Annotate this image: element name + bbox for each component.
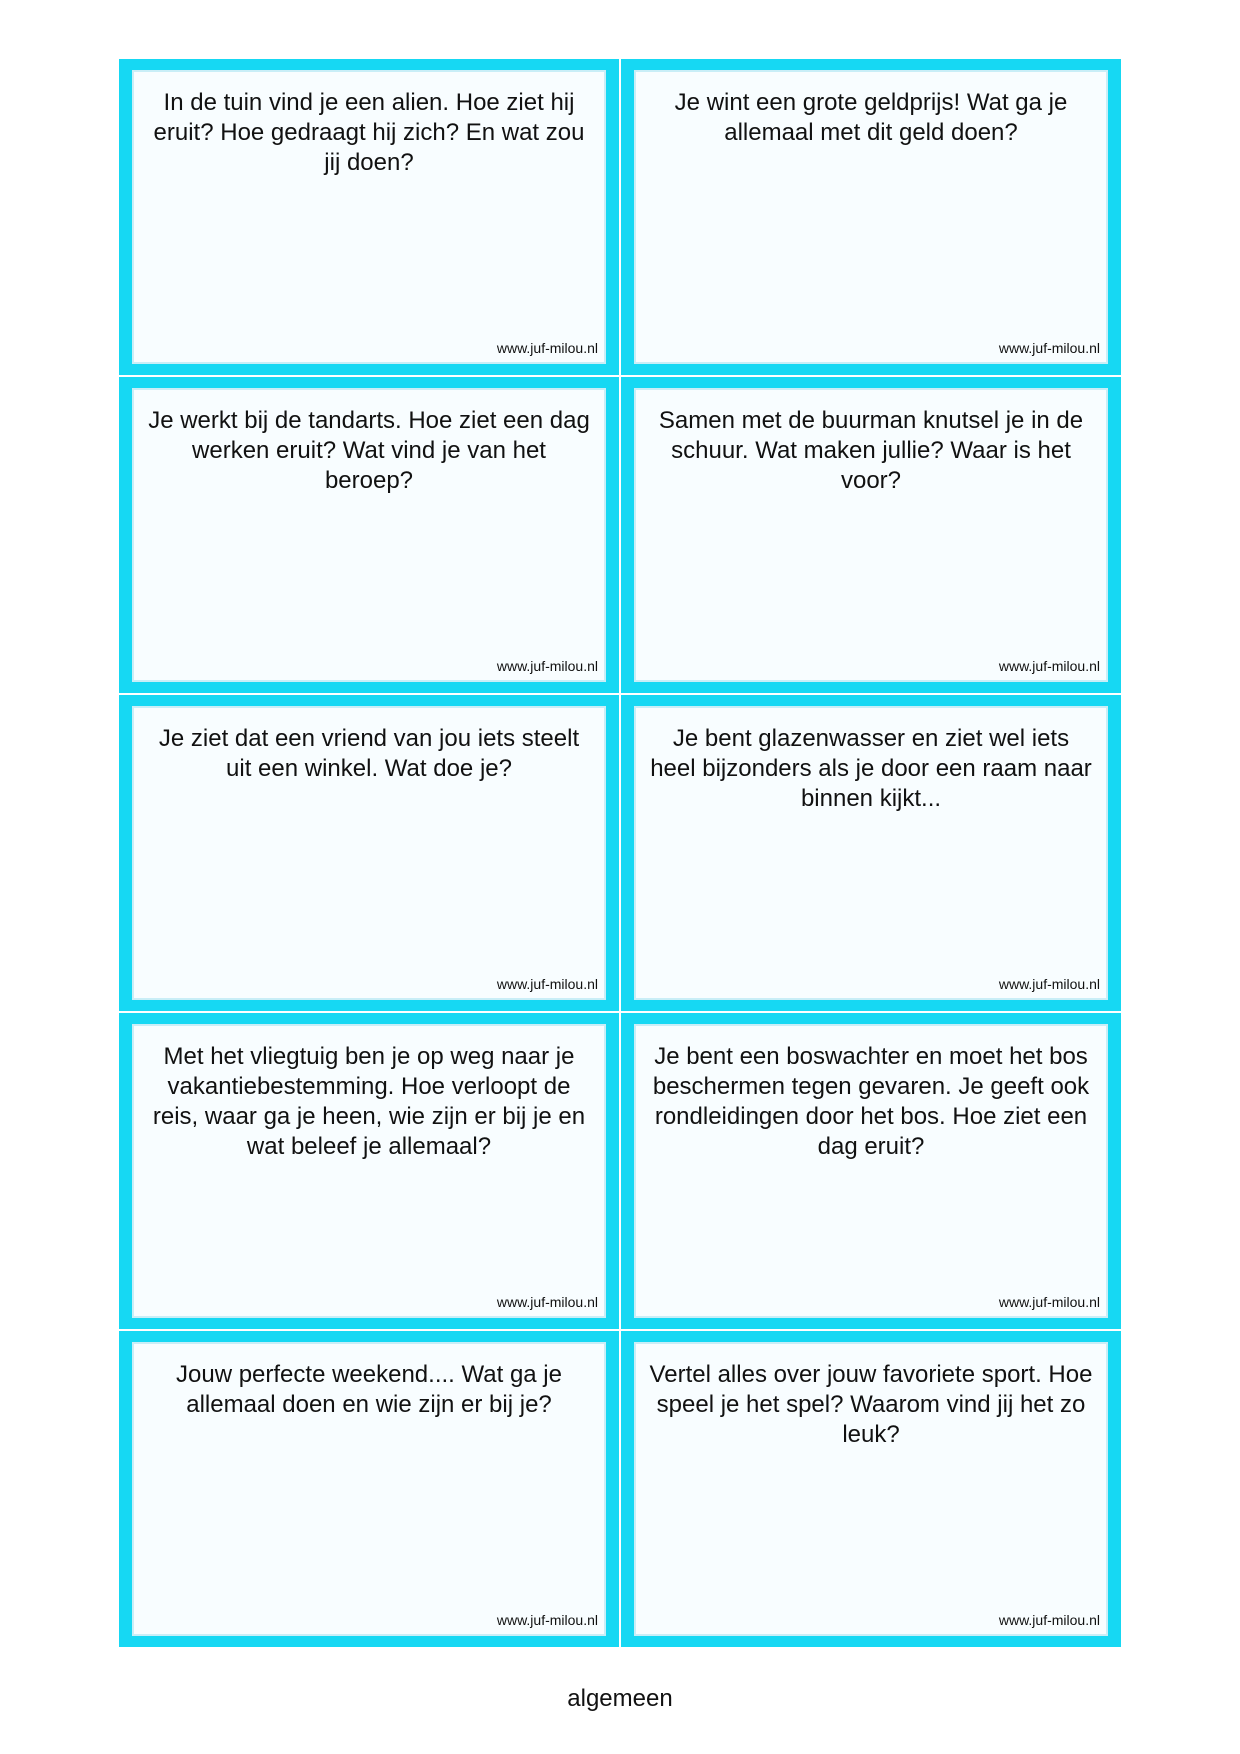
card-question: Vertel alles over jouw favoriete sport. Hoe speel je het spel? Waarom vind jij het zo leuk? [649, 1361, 1093, 1448]
card-3 [119, 377, 619, 693]
page-label: algemeen [567, 1685, 673, 1712]
card-6 [621, 695, 1121, 1011]
card-9 [119, 1331, 619, 1647]
card-question: Samen met de buurman knutsel je in de schuur. Wat maken jullie? Waar is het voor? [658, 407, 1084, 494]
card-7 [119, 1013, 619, 1329]
card-website: www.juf-milou.nl [496, 1612, 598, 1628]
card-body [634, 388, 1108, 682]
card-8 [621, 1013, 1121, 1329]
card-website: www.juf-milou.nl [496, 658, 598, 674]
card-website: www.juf-milou.nl [998, 1294, 1100, 1310]
card-website: www.juf-milou.nl [496, 976, 598, 992]
card-question: Je bent een boswachter en moet het bos beschermen tegen gevaren. Je geeft ook rondleidingen door het bos. Hoe ziet een dag eruit? [652, 1043, 1090, 1160]
card-5 [119, 695, 619, 1011]
card-website: www.juf-milou.nl [496, 1294, 598, 1310]
card-10 [621, 1331, 1121, 1647]
card-2 [621, 59, 1121, 375]
card-body [634, 706, 1108, 1000]
card-question: Je ziet dat een vriend van jou iets steelt uit een winkel. Wat doe je? [158, 725, 580, 782]
card-body [634, 1342, 1108, 1636]
card-website: www.juf-milou.nl [496, 340, 598, 356]
card-1 [119, 59, 619, 375]
card-body [132, 1342, 606, 1636]
card-question: Je werkt bij de tandarts. Hoe ziet een dag werken eruit? Wat vind je van het beroep? [148, 407, 590, 494]
card-body [132, 706, 606, 1000]
card-4 [621, 377, 1121, 693]
card-question: Je bent glazenwasser en ziet wel iets heel bijzonders als je door een raam naar binnen kijkt... [650, 725, 1092, 812]
card-question: Je wint een grote geldprijs! Wat ga je allemaal met dit geld doen? [674, 89, 1068, 146]
card-question: Jouw perfecte weekend.... Wat ga je allemaal doen en wie zijn er bij je? [176, 1361, 562, 1418]
card-website: www.juf-milou.nl [998, 976, 1100, 992]
card-website: www.juf-milou.nl [998, 1612, 1100, 1628]
card-sheet [119, 59, 1121, 1647]
card-website: www.juf-milou.nl [998, 658, 1100, 674]
card-body [132, 70, 606, 364]
card-body [634, 1024, 1108, 1318]
card-website: www.juf-milou.nl [998, 340, 1100, 356]
card-body [132, 388, 606, 682]
card-body [634, 70, 1108, 364]
card-question: In de tuin vind je een alien. Hoe ziet hij eruit? Hoe gedraagt hij zich? En wat zou jij doen? [153, 89, 585, 176]
card-question: Met het vliegtuig ben je op weg naar je vakantiebestemming. Hoe verloopt de reis, waar ga je heen, wie zijn er bij je en wat beleef je allemaal? [152, 1043, 586, 1160]
card-body [132, 1024, 606, 1318]
